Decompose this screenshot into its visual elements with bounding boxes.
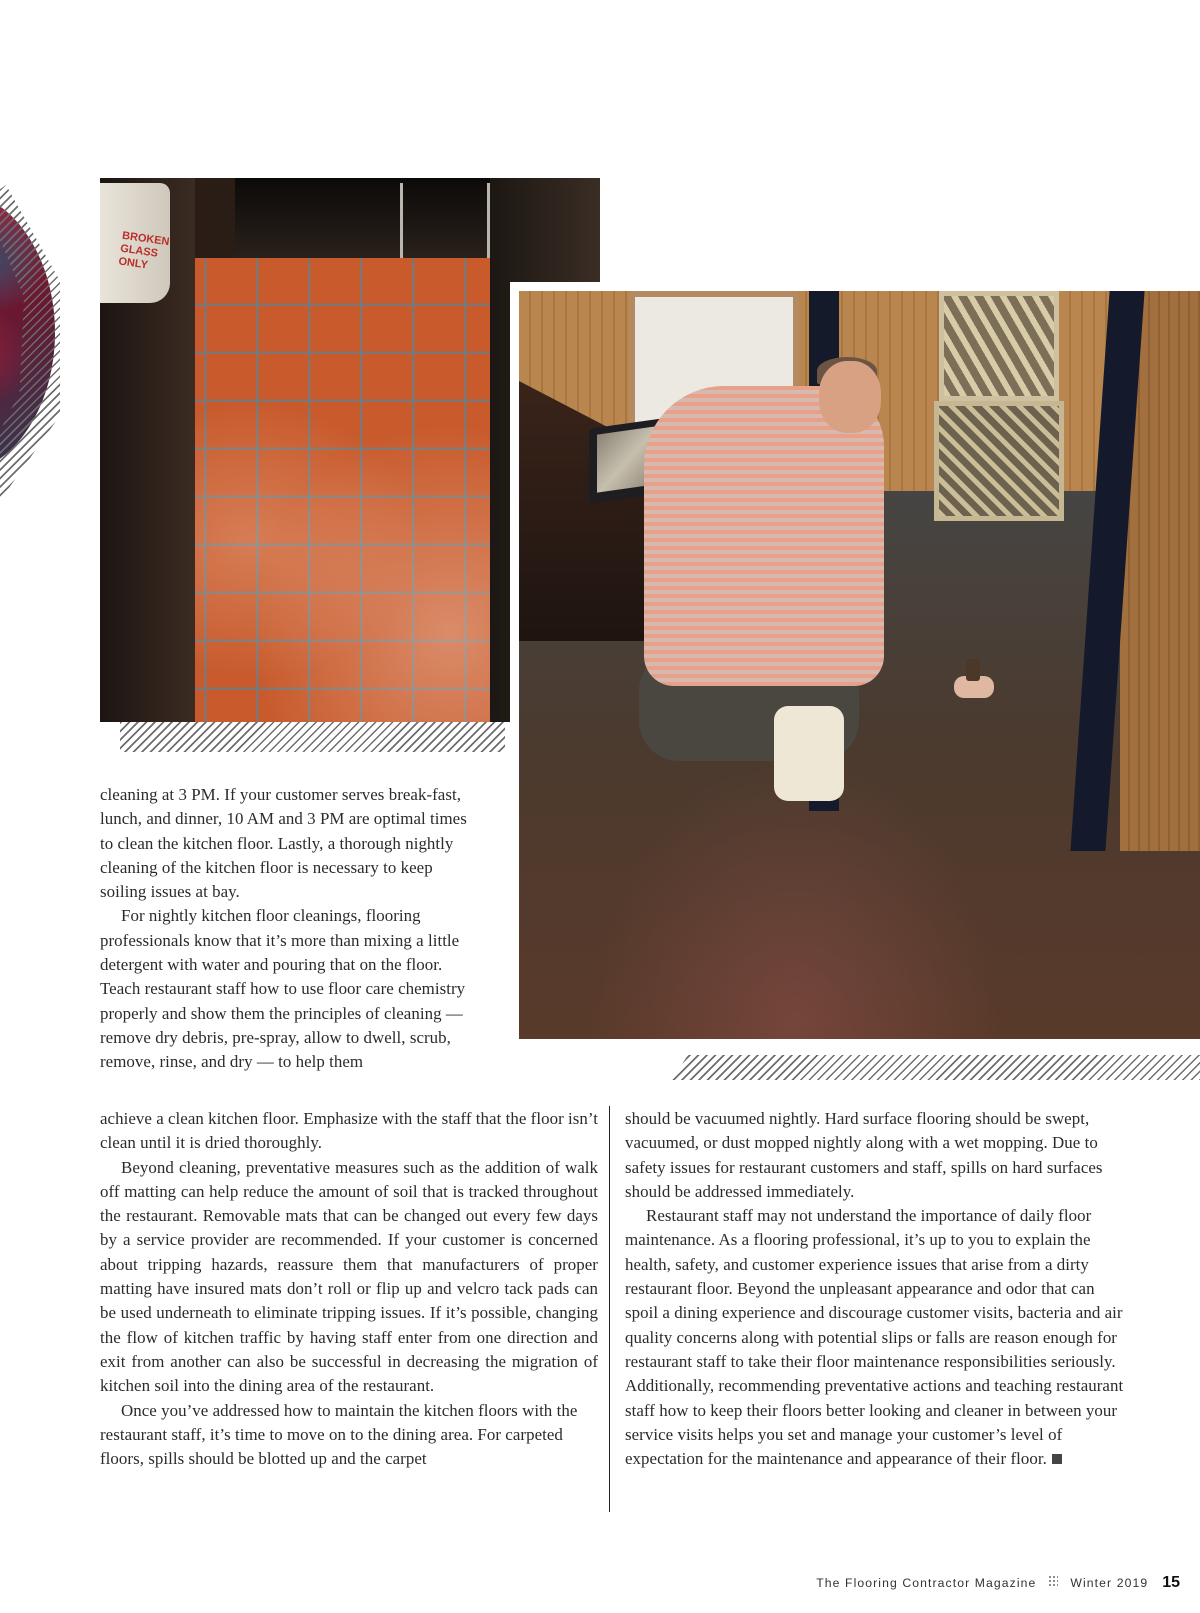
- paragraph: cleaning at 3 PM. If your customer serves break-fast, lunch, and dinner, 10 AM and 3 PM are optimal times to clean the kitchen floor. Lastly, a thorough nightly cleaning of the kitchen floor is necessary to keep soiling issues at bay.: [100, 785, 467, 902]
- paragraph: For nightly kitchen floor cleanings, flooring professionals know that it’s more than mixing a little detergent with water and pouring that on the floor. Teach restaurant staff how to use floor care chemistry properly and show them the principles of cleaning — remove dry debris, pre-spray, allow to dwell, scrub, remove, rinse, and dry — to help them: [100, 906, 466, 1072]
- bucket-label: BROKEN GLASS ONLY: [117, 229, 171, 272]
- moisture-meter: [966, 659, 980, 681]
- paragraph: Once you’ve addressed how to maintain the kitchen floors with the restaurant staff, it’s time to move on to the dining area. For carpeted floors, spills should be blotted up and the carpet: [100, 1400, 578, 1469]
- column-divider: [609, 1106, 610, 1512]
- bucket: [100, 183, 170, 303]
- rack-crate: [934, 401, 1064, 521]
- issue-date: Winter 2019: [1070, 1576, 1149, 1590]
- head: [819, 361, 881, 433]
- page-number: 15: [1162, 1574, 1180, 1591]
- page-footer: [816, 1574, 1180, 1592]
- paragraph-text: Restaurant staff may not understand the importance of daily floor maintenance. As a flooring professional, it’s up to you to explain the health, safety, and customer experience issues that arise from a dirty restaurant floor. Beyond the unpleasant appearance and odor that can spoil a dining experience and discourage customer visits, bacteria and air quality concerns along with potential slips or falls are reason enough for restaurant staff to take their floor maintenance responsibilities seriously. Additionally, recommending preventative actions and teaching restaurant staff how to keep their floors better looking and cleaner in between your service visits helps you set and manage your customer’s level of expectation for the maintenance and appearance of their floor.: [625, 1206, 1124, 1469]
- photo-technician-carpet-inspection: [510, 282, 1200, 1039]
- rack-crate: [939, 291, 1059, 401]
- paragraph: achieve a clean kitchen floor. Emphasize with the staff that the floor isn’t clean until it is dried thoroughly.: [100, 1109, 598, 1153]
- article-column-right: [625, 1107, 1125, 1471]
- paragraph: should be vacuumed nightly. Hard surface flooring should be swept, vacuumed, or dust mopped nightly along with a wet mopping. Due to safety issues for restaurant customers and staff, spills on hard surfaces should be addressed immediately.: [625, 1109, 1103, 1201]
- bag: [774, 706, 844, 801]
- hatch-decoration-photo2: [672, 1055, 1200, 1080]
- paragraph: Beyond cleaning, preventative measures such as the addition of walk off matting can help reduce the amount of soil that is tracked throughout the restaurant. Removable mats that can be changed out every few days by a service provider are recommended. If your customer is concerned about tripping hazards, reassure them that manufacturers of proper matting have insured mats don’t roll or flip up and velcro tack pads can be used underneath to eliminate tripping issues. If it’s possible, changing the flow of kitchen traffic by having staff enter from one direction and exit from another can also be successful in decreasing the migration of kitchen soil into the dining area of the restaurant.: [100, 1157, 598, 1396]
- hatch-decoration-photo1: [120, 722, 505, 752]
- article-column-left-upper: [100, 783, 472, 1075]
- magazine-name: The Flooring Contractor Magazine: [816, 1576, 1037, 1590]
- cart: [400, 183, 490, 263]
- dot-separator-icon: [1048, 1575, 1058, 1587]
- article-column-left-lower: [100, 1107, 598, 1471]
- paragraph: [625, 1204, 1125, 1471]
- end-mark-icon: [1052, 1454, 1062, 1464]
